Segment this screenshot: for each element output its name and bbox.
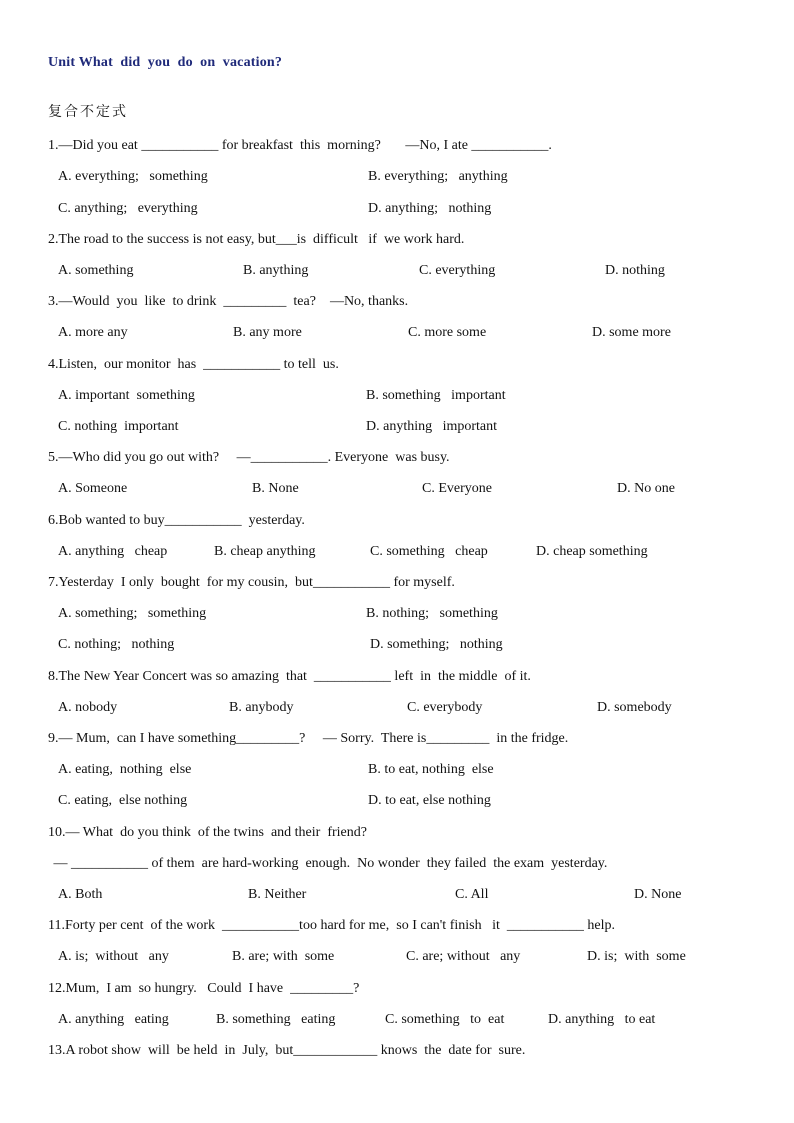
section-heading: 复合不定式 <box>48 105 128 120</box>
question-6-option-a: A. anything cheap <box>58 544 168 559</box>
question-5-option-d: D. No one <box>617 481 675 496</box>
question-10-option-c: C. All <box>455 887 489 902</box>
question-7-option-b: B. nothing; something <box>366 606 498 621</box>
question-4-option-b: B. something important <box>366 388 506 403</box>
question-12-option-a: A. anything eating <box>58 1012 169 1027</box>
question-1-option-a: A. everything; something <box>58 169 208 184</box>
question-5-option-c: C. Everyone <box>422 481 492 496</box>
question-3-option-d: D. some more <box>592 325 671 340</box>
question-2-option-c: C. everything <box>419 263 496 278</box>
question-8-option-b: B. anybody <box>229 700 294 715</box>
question-11-option-b: B. are; with some <box>232 949 335 964</box>
question-1-option-b: B. everything; anything <box>368 169 508 184</box>
question-7-option-d: D. something; nothing <box>370 637 503 652</box>
question-3-option-a: A. more any <box>58 325 128 340</box>
question-11-option-d: D. is; with some <box>587 949 686 964</box>
question-3-option-b: B. any more <box>233 325 302 340</box>
document-title: Unit What did you do on vacation? <box>48 55 283 70</box>
question-12-stem: 12.Mum, I am so hungry. Could I have _________? <box>48 981 360 996</box>
question-6-stem: 6.Bob wanted to buy___________ yesterday. <box>48 513 305 528</box>
question-4-stem: 4.Listen, our monitor has ___________ to tell us. <box>48 357 339 372</box>
question-12-option-d: D. anything to eat <box>548 1012 656 1027</box>
question-4-option-d: D. anything important <box>366 419 498 434</box>
question-8-stem: 8.The New Year Concert was so amazing that ___________ left in the middle of it. <box>48 669 531 684</box>
question-6-option-c: C. something cheap <box>370 544 488 559</box>
question-3-option-c: C. more some <box>408 325 487 340</box>
question-12-option-b: B. something eating <box>216 1012 336 1027</box>
question-10-option-a: A. Both <box>58 887 103 902</box>
question-9-option-d: D. to eat, else nothing <box>368 793 491 808</box>
question-8-option-c: C. everybody <box>407 700 483 715</box>
question-6-option-d: D. cheap something <box>536 544 648 559</box>
question-7-stem: 7.Yesterday I only bought for my cousin, but___________ for myself. <box>48 575 455 590</box>
question-10-option-d: D. None <box>634 887 682 902</box>
question-10-option-b: B. Neither <box>248 887 307 902</box>
question-1-option-d: D. anything; nothing <box>368 201 492 216</box>
question-9-option-c: C. eating, else nothing <box>58 793 188 808</box>
question-4-option-c: C. nothing important <box>58 419 179 434</box>
question-3-stem: 3.—Would you like to drink _________ tea? —No, thanks. <box>48 294 409 309</box>
question-11-stem: 11.Forty per cent of the work ___________too hard for me, so I can't finish it ___________ help. <box>48 918 615 933</box>
question-4-option-a: A. important something <box>58 388 195 403</box>
question-8-option-d: D. somebody <box>597 700 672 715</box>
question-5-option-a: A. Someone <box>58 481 128 496</box>
question-9-option-b: B. to eat, nothing else <box>368 762 494 777</box>
question-8-option-a: A. nobody <box>58 700 118 715</box>
question-5-stem: 5.—Who did you go out with? —___________. Everyone was busy. <box>48 450 450 465</box>
question-12-option-c: C. something to eat <box>385 1012 505 1027</box>
question-10-stem-response: — ___________ of them are hard-working enough. No wonder they failed the exam yesterday. <box>50 856 608 871</box>
question-6-option-b: B. cheap anything <box>214 544 316 559</box>
question-2-option-d: D. nothing <box>605 263 665 278</box>
question-11-option-c: C. are; without any <box>406 949 521 964</box>
question-1-stem: 1.—Did you eat ___________ for breakfast this morning? —No, I ate ___________. <box>48 138 552 153</box>
question-9-option-a: A. eating, nothing else <box>58 762 192 777</box>
question-5-option-b: B. None <box>252 481 299 496</box>
question-1-option-c: C. anything; everything <box>58 201 198 216</box>
question-2-option-b: B. anything <box>243 263 309 278</box>
question-2-option-a: A. something <box>58 263 134 278</box>
question-7-option-a: A. something; something <box>58 606 207 621</box>
question-13-stem: 13.A robot show will be held in July, but____________ knows the date for sure. <box>48 1043 526 1058</box>
question-2-stem: 2.The road to the success is not easy, but___is difficult if we work hard. <box>48 232 465 247</box>
question-7-option-c: C. nothing; nothing <box>58 637 175 652</box>
question-11-option-a: A. is; without any <box>58 949 169 964</box>
question-9-stem: 9.— Mum, can I have something_________? — Sorry. There is_________ in the fridge. <box>48 731 569 746</box>
question-10-stem: 10.— What do you think of the twins and their friend? <box>48 825 367 840</box>
